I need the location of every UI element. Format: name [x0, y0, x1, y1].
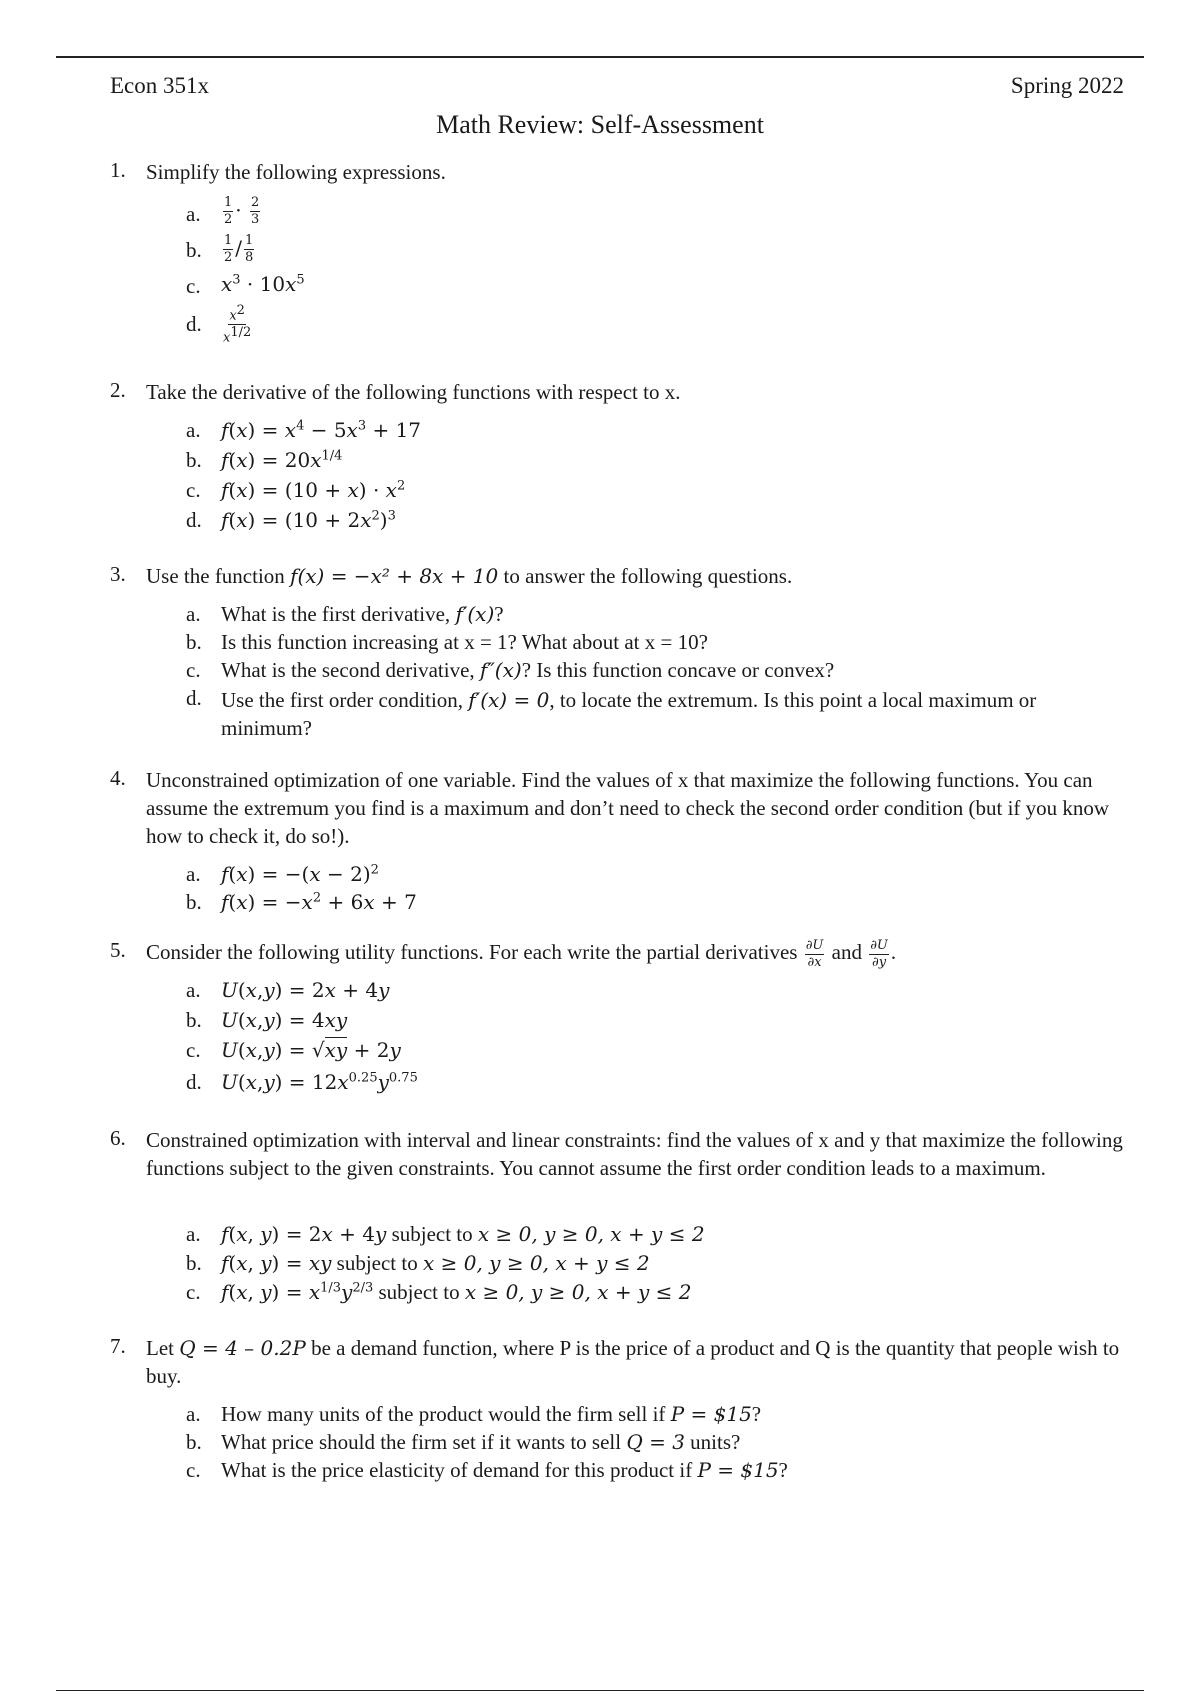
- question-number: 6.: [110, 1126, 126, 1150]
- top-rule: [56, 56, 1144, 58]
- question-prompt: Constrained optimization with interval and linear constraints: find the values of x and y that maximize the following functions subject to the given constraints. You cannot assume the first order condition leads to a maximum.: [146, 1128, 1123, 1180]
- question-prompt: Use the function f(x) = −x² + 8x + 10 to answer the following questions.: [146, 564, 793, 588]
- expression: $\frac{x^2}{x^{1/2}}$: [223, 303, 252, 346]
- question-prompt: Unconstrained optimization of one variable. Find the values of x that maximize the following functions. You can assume the extremum you find is a maximum and don’t need to check the second order condition (but if you know how to check it, do so!).: [146, 768, 1110, 848]
- question-number: 3.: [110, 562, 126, 586]
- expression: $f(x) = (10 + x) \cdot x^2$: [221, 478, 406, 502]
- expression: $\frac{1}{2}$ / $\frac{1}{8}$: [224, 233, 254, 265]
- expression: $x^3 \cdot 10x^5$: [221, 272, 305, 296]
- question-number: 2.: [110, 378, 126, 402]
- expression: U(x,y) = √xy + 2y: [221, 1038, 401, 1062]
- page-title: Math Review: Self-Assessment: [436, 110, 764, 139]
- question-prompt: Let Q = 4 – 0.2P be a demand function, where P is the price of a product and Q is the quantity that people wish to buy.: [146, 1336, 1120, 1388]
- expression: $f(x) = (10 + 2x^2)^3$: [221, 508, 396, 532]
- expression: $U(x,y) = 12x^{0.25}y^{0.75}$: [221, 1070, 418, 1094]
- expression: $f(x) = -(x - 2)^2$: [221, 862, 379, 886]
- expression: $\frac{1}{2}$ · $\frac{2}{3}$: [224, 195, 260, 227]
- expression: $f(x) = x^4 - 5x^3 + 17$: [221, 418, 422, 442]
- question-number: 7.: [110, 1334, 126, 1358]
- question-number: 1.: [110, 158, 126, 182]
- question-number: 4.: [110, 766, 126, 790]
- expression: U(x,y) = 2x + 4y: [221, 978, 390, 1002]
- question-prompt: Simplify the following expressions.: [146, 160, 446, 184]
- question-prompt: Consider the following utility functions. For each write the partial derivatives $\frac{\partial U}{\partial x}$ and $\frac{\partial U}{\partial y}$ .: [146, 937, 897, 970]
- bottom-rule: [56, 1690, 1144, 1691]
- expression: $f(x) = 20x^{1/4}$: [221, 448, 343, 472]
- question-prompt: Take the derivative of the following functions with respect to x.: [146, 380, 681, 404]
- question-number: 5.: [110, 938, 126, 962]
- course-label: Econ 351x: [110, 73, 210, 98]
- term-label: Spring 2022: [1010, 73, 1124, 98]
- partial-derivative-x: $\frac{\partial U}{\partial x}$: [805, 937, 824, 970]
- expression: $f(x) = -x^2 + 6x + 7$: [221, 890, 417, 914]
- partial-derivative-y: $\frac{\partial U}{\partial y}$: [870, 937, 888, 970]
- expression: U(x,y) = 4xy: [221, 1008, 348, 1032]
